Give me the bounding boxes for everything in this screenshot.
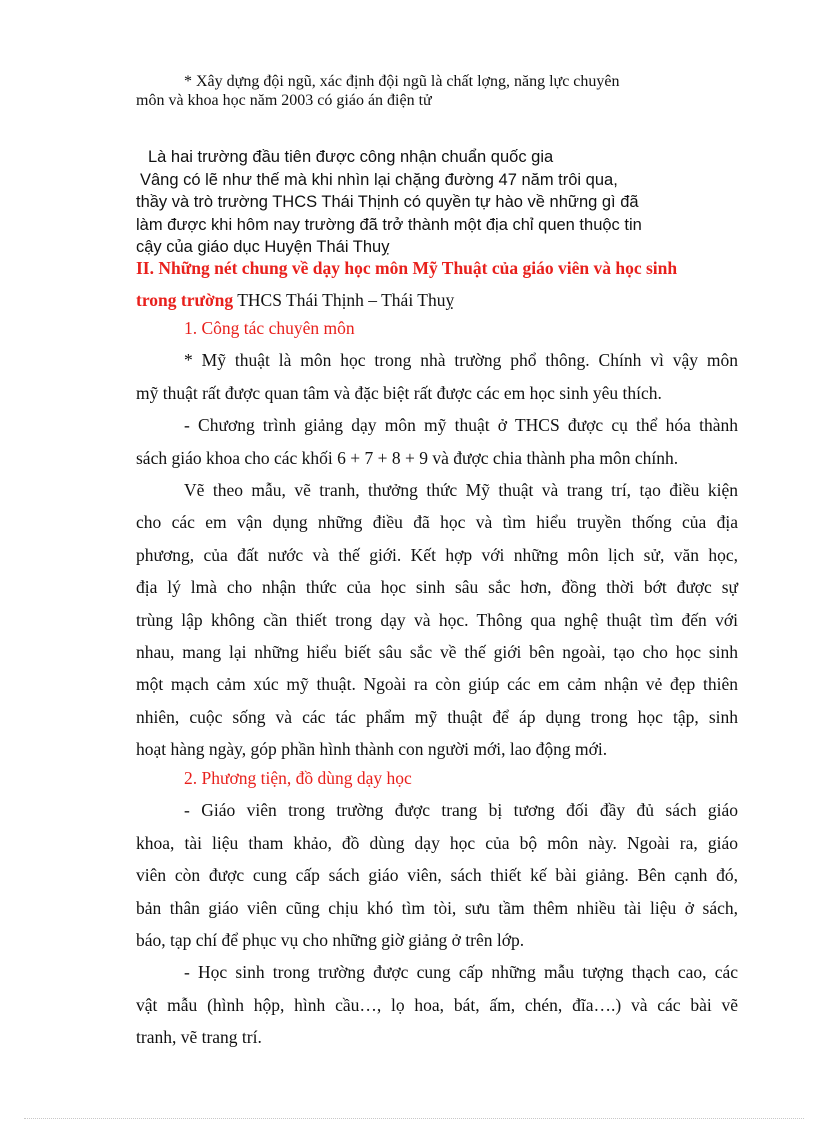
text-line: nhau, mang lại những hiểu biết sâu sắc về thế giới bên ngoài, tạo cho học sinh	[136, 642, 738, 663]
quote-line: Vâng có lẽ như thế mà khi nhìn lại chặng đường 47 năm trôi qua,	[140, 170, 618, 189]
subsection-2	[136, 762, 738, 1054]
paragraph	[136, 409, 738, 441]
text-line: Vẽ theo mẫu, vẽ tranh, thưởng thức Mỹ thuật và trang trí, tạo điều kiện	[184, 480, 738, 501]
text-line: - Học sinh trong trường được cung cấp những mẫu tượng thạch cao, các	[184, 962, 738, 983]
section-heading-plain: THCS Thái Thịnh – Thái Thuỵ	[233, 290, 455, 310]
text-line: trùng lập không cần thiết trong dạy và học. Thông qua nghệ thuật tìm đến với	[136, 609, 738, 630]
quote-line: cậy của giáo dục Huyện Thái Thuỵ	[136, 238, 390, 256]
paragraph	[136, 956, 738, 988]
text-line: - Giáo viên trong trường được trang bị tương đối đầy đủ sách giáo	[184, 800, 738, 821]
intro-line: * Xây dựng đội ngũ, xác định đội ngũ là chất lợng, năng lực chuyên	[184, 73, 620, 90]
quote-block	[136, 146, 738, 259]
text-line: tranh, vẽ trang trí.	[136, 1027, 262, 1048]
section-heading	[136, 252, 738, 316]
text-line: viên còn được cung cấp sách giáo viên, sách thiết kế bài giảng. Bên cạnh đó,	[136, 865, 738, 886]
quote-line: làm được khi hôm nay trường đã trở thành một địa chỉ quen thuộc tin	[136, 215, 642, 234]
text-line: cho các em vận dụng những điều đã học và tìm hiểu truyền thống của địa	[136, 512, 738, 533]
text-line: một mạch cảm xúc mỹ thuật. Ngoài ra còn giúp các em cảm nhận vẻ đẹp thiên	[136, 674, 738, 695]
text-line: nhiên, cuộc sống và các tác phẩm mỹ thuật để áp dụng trong học tập, sinh	[136, 706, 738, 727]
text-line: bản thân giáo viên cũng chịu khó tìm tòi, sưu tầm thêm nhiều tài liệu ở sách,	[136, 897, 738, 918]
paragraph	[136, 344, 738, 376]
section-heading-red: trong trường	[136, 290, 234, 310]
text-line: * Mỹ thuật là môn học trong nhà trường phổ thông. Chính vì vậy môn	[184, 350, 738, 371]
paragraph	[136, 474, 738, 506]
subsection-title: 2. Phương tiện, đồ dùng dạy học	[184, 768, 412, 788]
subsection-1	[136, 312, 738, 766]
quote-line: thầy và trò trường THCS Thái Thịnh có quyền tự hào về những gì đã	[136, 193, 639, 211]
subsection-title: 1. Công tác chuyên môn	[184, 318, 355, 338]
text-line: mỹ thuật rất được quan tâm và đặc biệt rất được các em học sinh yêu thích.	[136, 382, 662, 403]
page-bottom-rule	[24, 1118, 804, 1119]
intro-paragraph	[136, 72, 738, 110]
quote-line: Là hai trường đầu tiên được công nhận chuẩn quốc gia	[148, 148, 554, 166]
text-line: báo, tạp chí để phục vụ cho những giờ giảng ở trên lớp.	[136, 930, 525, 951]
text-line: sách giáo khoa cho các khối 6 + 7 + 8 + 9 và được chia thành pha môn chính.	[136, 447, 679, 468]
paragraph	[136, 794, 738, 826]
text-line: hoạt hàng ngày, góp phần hình thành con người mới, lao động mới.	[136, 739, 608, 760]
text-line: địa lý lmà cho nhận thức của học sinh sâu sắc hơn, đồng thời bớt được sự	[136, 577, 738, 598]
text-line: khoa, tài liệu tham khảo, đồ dùng dạy học của bộ môn này. Ngoài ra, giáo	[136, 832, 738, 853]
text-line: phương, của đất nước và thế giới. Kết hợp với những môn lịch sử, văn học,	[136, 544, 738, 565]
intro-line: môn và khoa học năm 2003 có giáo án điện tử	[136, 92, 432, 109]
section-heading-line: II. Những nét chung về dạy học môn Mỹ Thuật của giáo viên và học sinh	[136, 258, 678, 278]
text-line: vật mẫu (hình hộp, hình cầu…, lọ hoa, bát, ấm, chén, đĩa….) và các bài vẽ	[136, 994, 738, 1015]
text-line: - Chương trình giảng dạy môn mỹ thuật ở THCS được cụ thể hóa thành	[184, 415, 738, 436]
